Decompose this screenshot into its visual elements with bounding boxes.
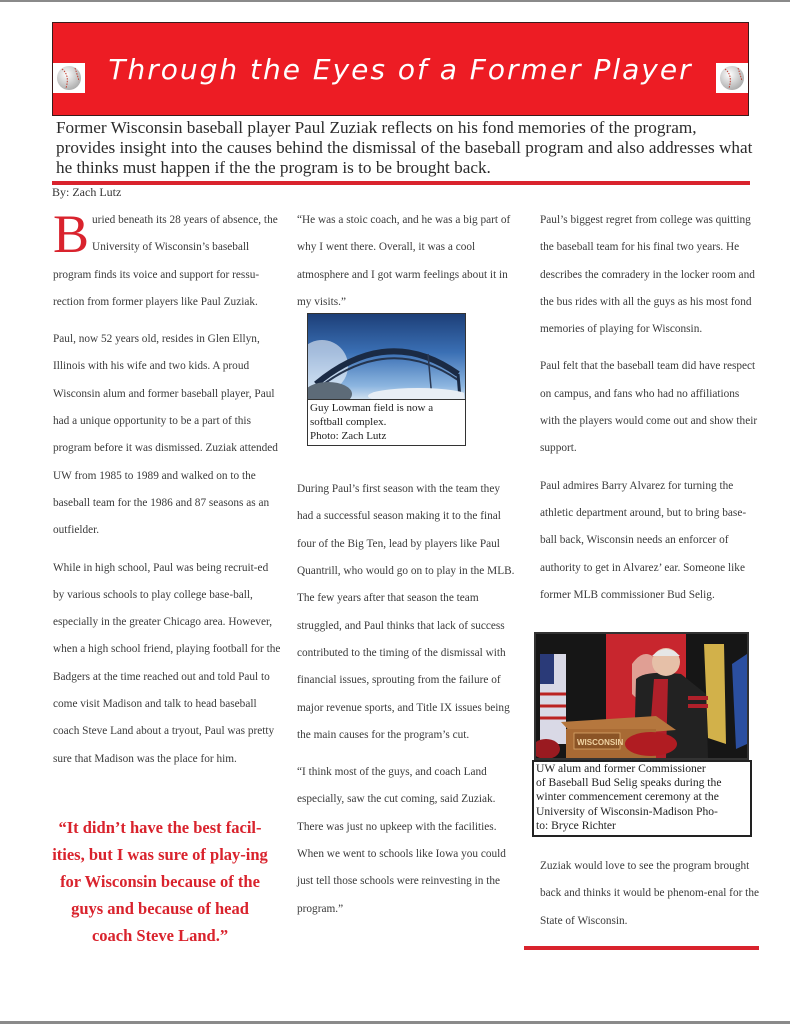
article-subheading: Former Wisconsin baseball player Paul Zuziak reflects on his fond memories of the program, provides insight into the causes behind the dismissal of the baseball program and also addresses what he thinks must happen if the the program is to be brought back. (56, 118, 753, 177)
page-title: Through the Eyes of a Former Player (108, 53, 693, 86)
paragraph: Paul’s biggest regret from college was quitting the baseball team for his final two years. He describes the comradery in the locker room and the bus rides with all the guys as his most fond memories of playing for Wisconsin. (540, 214, 755, 336)
photo-caption: UW alum and former Commissioner of Baseball Bud Selig speaks during the winter commencement ceremony at the University of Wisconsin-Madison Pho- to: Bryce Richter (532, 760, 752, 837)
pull-quote: “It didn’t have the best facil-ities, but I was sure of play-ing for Wisconsin because of the guys and because of head coach Steve Land.” (52, 818, 268, 945)
paragraph: While in high school, Paul was being recruit-ed by various schools to play college base-ball, especially in the greater Chicago area. However, when a high school friend, playing football for the Badgers at the time reached out and told Paul to come visit Madison and talk to head baseball coach Steve Land about a tryout, Paul was pretty sure that Madison was the place for him. (53, 561, 281, 765)
photo-bud-selig (534, 632, 749, 760)
page-top-edge (0, 0, 790, 2)
end-divider (524, 946, 759, 950)
paragraph: “He was a stoic coach, and he was a big part of why I went there. Overall, it was a cool atmosphere and I got warm feelings about it in my visits.” (297, 214, 511, 308)
paragraph: Paul felt that the baseball team did have respect on campus, and fans who had no affiliations with the players would come out and show their support. (540, 360, 758, 455)
paragraph: During Paul’s first season with the team they had a successful season making it to the final four of the Big Ten, lead by players like Paul Quantrill, who would go on to play in the MLB. The few years after that season the team struggled, and Paul thinks that lack of success contributed to the timing of the dismissal with financial issues, sprouting from the failure of major revenue sports, and Title IX issues being the main causes for the program’s cut. (297, 483, 515, 741)
paragraph: Zuziak would love to see the program brought back and thinks it would be phenom-enal for the State of Wisconsin. (540, 860, 759, 927)
byline: By: Zach Lutz (52, 185, 122, 199)
photo-caption: Guy Lowman field is now a softball complex. Photo: Zach Lutz (310, 402, 434, 442)
column-1 (53, 204, 281, 783)
header-divider (52, 181, 750, 185)
title-banner (52, 22, 749, 116)
paragraph: Paul, now 52 years old, resides in Glen Ellyn, Illinois with his wife and two kids. A proud Wisconsin alum and former baseball player, Paul had a unique opportunity to be a part of this program before it was dismissed. Zuziak attended UW from 1985 to 1989 and walked on to the baseball team for the 1986 and 87 seasons as an outfielder. (53, 333, 278, 537)
svg-text:WISCONSIN: WISCONSIN (577, 738, 624, 747)
drop-cap: B (53, 204, 90, 264)
baseball-icon (716, 63, 748, 93)
stadium-arch-photo (308, 314, 465, 400)
paragraph: Paul admires Barry Alvarez for turning the athletic department around, but to bring base-ball back, Wisconsin needs an enforcer of authority to get in Alvarez’ ear. Someone like former MLB commissioner Bud Selig. (540, 479, 747, 601)
paragraph: Buried beneath its 28 years of absence, the University of Wisconsin’s baseball program finds its voice and support for ressu-rection from former players like Paul Zuziak. (53, 204, 278, 308)
photo-guy-lowman-field (307, 313, 466, 446)
paragraph: “I think most of the guys, and coach Land especially, saw the cut coming, said Zuziak. There was just no upkeep with the facilities. When we went to schools like Iowa you could just tell those schools were reinvesting in the program.” (297, 766, 506, 915)
